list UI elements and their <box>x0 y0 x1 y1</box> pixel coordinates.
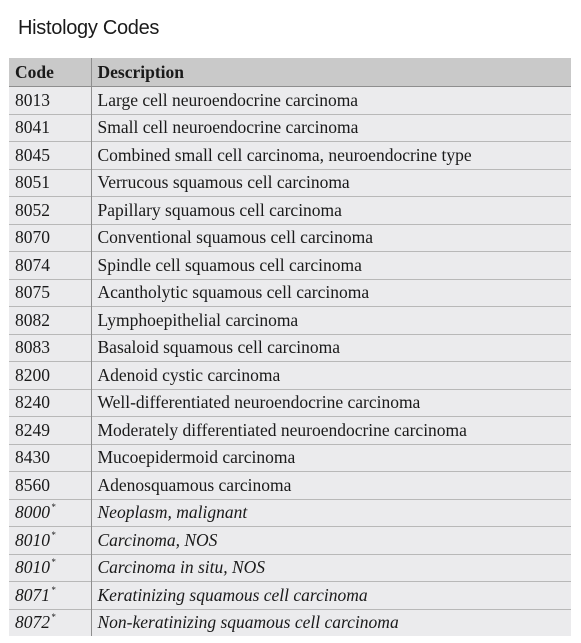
description-cell: Large cell neuroendocrine carcinoma <box>91 87 571 115</box>
asterisk-marker: * <box>51 612 56 623</box>
code-value: 8200 <box>15 364 50 385</box>
table-row <box>9 279 571 307</box>
code-value: 8249 <box>15 419 50 440</box>
code-value: 8082 <box>15 309 50 330</box>
table-row <box>9 499 571 527</box>
description-cell: Small cell neuroendocrine carcinoma <box>91 114 571 142</box>
code-cell <box>9 444 91 472</box>
code-cell <box>9 87 91 115</box>
table-row <box>9 527 571 555</box>
description-cell: Acantholytic squamous cell carcinoma <box>91 279 571 307</box>
code-value: 8051 <box>15 172 50 193</box>
code-cell <box>9 417 91 445</box>
code-value: 8083 <box>15 337 50 358</box>
page-title: Histology Codes <box>18 17 160 39</box>
code-value: 8010 <box>15 529 50 550</box>
asterisk-marker: * <box>51 502 56 513</box>
description-cell: Adenosquamous carcinoma <box>91 472 571 500</box>
code-value: 8075 <box>15 282 50 303</box>
description-cell: Verrucous squamous cell carcinoma <box>91 169 571 197</box>
code-value: 8430 <box>15 447 50 468</box>
code-value: 8000 <box>15 502 50 523</box>
table-row <box>9 169 571 197</box>
code-cell <box>9 362 91 390</box>
code-cell <box>9 279 91 307</box>
code-value: 8045 <box>15 144 50 165</box>
asterisk-marker: * <box>51 584 56 595</box>
code-cell <box>9 307 91 335</box>
code-value: 8074 <box>15 254 50 275</box>
table-row <box>9 362 571 390</box>
code-value: 8560 <box>15 474 50 495</box>
code-cell <box>9 609 91 636</box>
description-cell: Papillary squamous cell carcinoma <box>91 197 571 225</box>
code-cell <box>9 499 91 527</box>
code-cell <box>9 197 91 225</box>
table-row <box>9 334 571 362</box>
description-cell: Spindle cell squamous cell carcinoma <box>91 252 571 280</box>
description-cell: Non-keratinizing squamous cell carcinoma <box>91 609 571 636</box>
asterisk-marker: * <box>51 529 56 540</box>
description-cell: Mucoepidermoid carcinoma <box>91 444 571 472</box>
code-cell <box>9 472 91 500</box>
code-cell <box>9 114 91 142</box>
code-cell <box>9 389 91 417</box>
description-cell: Neoplasm, malignant <box>91 499 571 527</box>
table-row <box>9 472 571 500</box>
description-cell: Carcinoma in situ, NOS <box>91 554 571 582</box>
description-cell: Conventional squamous cell carcinoma <box>91 224 571 252</box>
code-cell <box>9 334 91 362</box>
table-row <box>9 252 571 280</box>
code-value: 8071 <box>15 584 50 605</box>
code-value: 8240 <box>15 392 50 413</box>
code-value: 8041 <box>15 117 50 138</box>
table-row <box>9 197 571 225</box>
table-row <box>9 307 571 335</box>
code-cell <box>9 554 91 582</box>
table-row <box>9 554 571 582</box>
description-cell: Lymphoepithelial carcinoma <box>91 307 571 335</box>
description-cell: Keratinizing squamous cell carcinoma <box>91 582 571 610</box>
code-value: 8070 <box>15 227 50 248</box>
description-cell: Well-differentiated neuroendocrine carcinoma <box>91 389 571 417</box>
table-row <box>9 417 571 445</box>
description-cell: Adenoid cystic carcinoma <box>91 362 571 390</box>
code-cell <box>9 142 91 170</box>
table-row <box>9 87 571 115</box>
code-cell <box>9 582 91 610</box>
code-value: 8010 <box>15 557 50 578</box>
table-row <box>9 609 571 636</box>
description-cell: Carcinoma, NOS <box>91 527 571 555</box>
table-header-row <box>9 58 571 87</box>
table-row <box>9 444 571 472</box>
column-header-description: Description <box>91 58 571 87</box>
code-cell <box>9 169 91 197</box>
code-cell <box>9 252 91 280</box>
table-row <box>9 114 571 142</box>
table-row <box>9 389 571 417</box>
code-value: 8072 <box>15 612 50 633</box>
code-value: 8013 <box>15 89 50 110</box>
code-value: 8052 <box>15 199 50 220</box>
column-header-code: Code <box>9 58 91 87</box>
description-cell: Combined small cell carcinoma, neuroendocrine type <box>91 142 571 170</box>
code-cell <box>9 527 91 555</box>
table-row <box>9 582 571 610</box>
table-row <box>9 224 571 252</box>
description-cell: Moderately differentiated neuroendocrine carcinoma <box>91 417 571 445</box>
code-cell <box>9 224 91 252</box>
table-row <box>9 142 571 170</box>
asterisk-marker: * <box>51 557 56 568</box>
description-cell: Basaloid squamous cell carcinoma <box>91 334 571 362</box>
histology-codes-table <box>9 58 571 636</box>
